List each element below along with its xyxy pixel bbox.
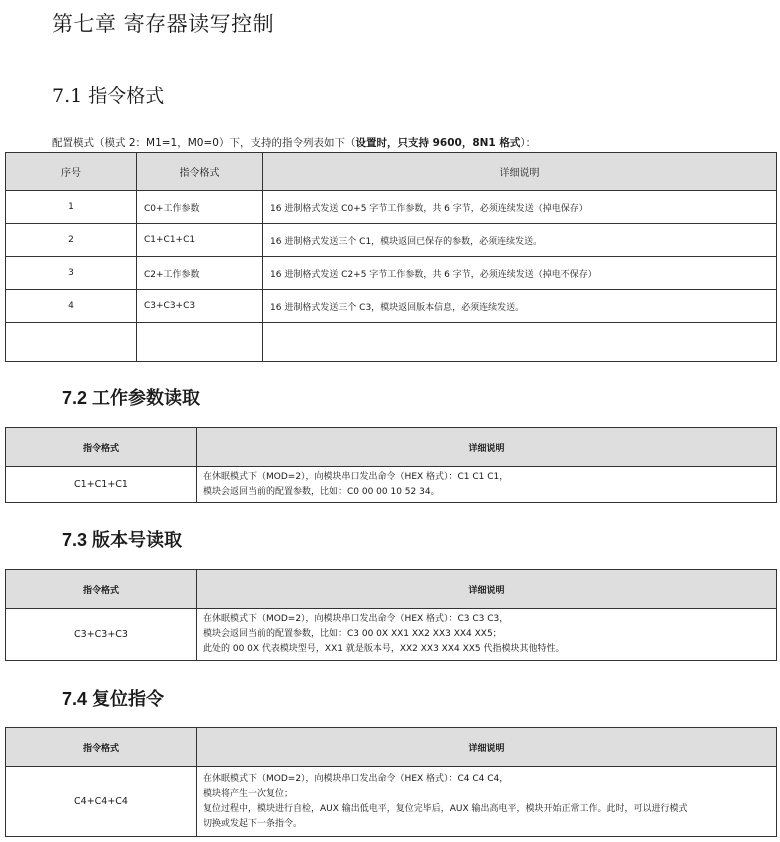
header-command: 指令格式 <box>6 728 197 767</box>
desc-line: 模块将产生一次复位； <box>203 788 294 799</box>
section-7-3-title: 7.3 版本号读取 <box>62 530 183 550</box>
table-header-row <box>6 728 777 767</box>
row-description: 16 进制格式发送三个 C3，模块返回版本信息，必须连续发送。 <box>263 290 777 323</box>
desc-line: 在休眠模式下（MOD=2），向模块串口发出命令（HEX 格式）：C4 C4 C4， <box>203 773 509 784</box>
desc-line: 模块会返回当前的配置参数，比如：C3 00 0X XX1 XX2 XX3 XX4 XX5； <box>203 629 502 639</box>
row-command: C2+工作参数 <box>137 257 263 290</box>
empty-cell <box>6 323 137 362</box>
desc-line: 模块会返回当前的配置参数，比如：C0 00 00 10 52 34。 <box>203 486 440 497</box>
desc-line: 复位过程中，模块进行自检，AUX 输出低电平，复位完毕后，AUX 输出高电平，模块开始正常工作。此时，可以进行模式 <box>203 803 688 814</box>
intro-text: 配置模式（模式 2：M1=1，M0=0）下，支持的指令列表如下（ <box>52 137 356 149</box>
table-row <box>6 609 777 661</box>
chapter-title: 第七章 寄存器读写控制 <box>52 12 275 36</box>
table-header-row <box>6 428 777 467</box>
table-row <box>6 191 777 224</box>
header-description: 详细说明 <box>197 570 777 609</box>
header-index: 序号 <box>6 153 137 191</box>
row-index: 1 <box>6 191 137 224</box>
table-row <box>6 257 777 290</box>
table-row <box>6 224 777 257</box>
row-command: C3+C3+C3 <box>6 609 197 661</box>
desc-line: 此处的 00 0X 代表模块型号，XX1 就是版本号，XX2 XX3 XX4 XX5 代指模块其他特性。 <box>203 644 565 654</box>
section-7-1-intro <box>52 135 536 150</box>
command-list-table <box>5 152 777 362</box>
empty-cell <box>263 323 777 362</box>
row-index: 2 <box>6 224 137 257</box>
table-row-empty <box>6 323 777 362</box>
header-description: 详细说明 <box>263 153 777 191</box>
table-row <box>6 290 777 323</box>
empty-cell <box>137 323 263 362</box>
row-index: 3 <box>6 257 137 290</box>
header-command: 指令格式 <box>137 153 263 191</box>
row-description: 16 进制格式发送 C0+5 字节工作参数，共 6 字节，必须连续发送（掉电保存） <box>263 191 777 224</box>
row-description: 16 进制格式发送三个 C1，模块返回已保存的参数，必须连续发送。 <box>263 224 777 257</box>
row-description <box>197 467 777 503</box>
param-read-table <box>5 427 777 503</box>
row-command: C1+C1+C1 <box>6 467 197 503</box>
table-row <box>6 767 777 837</box>
header-description: 详细说明 <box>197 428 777 467</box>
desc-line: 在休眠模式下（MOD=2），向模块串口发出命令（HEX 格式）：C3 C3 C3， <box>203 614 509 624</box>
table-header-row <box>6 153 777 191</box>
row-command: C3+C3+C3 <box>137 290 263 323</box>
section-7-2-title: 7.2 工作参数读取 <box>62 388 201 408</box>
row-description: 16 进制格式发送 C2+5 字节工作参数，共 6 字节，必须连续发送（掉电不保存） <box>263 257 777 290</box>
table-row <box>6 467 777 503</box>
row-description <box>197 609 777 661</box>
row-description <box>197 767 777 837</box>
row-command: C1+C1+C1 <box>137 224 263 257</box>
section-7-4-title: 7.4 复位指令 <box>62 689 165 709</box>
header-command: 指令格式 <box>6 570 197 609</box>
desc-line: 切换或发起下一条指令。 <box>203 818 303 829</box>
reset-command-table <box>5 727 777 837</box>
intro-end-text: ）： <box>520 137 537 149</box>
header-description: 详细说明 <box>197 728 777 767</box>
header-command: 指令格式 <box>6 428 197 467</box>
desc-line: 在休眠模式下（MOD=2），向模块串口发出命令（HEX 格式）：C1 C1 C1， <box>203 471 509 482</box>
section-7-1-title: 7.1 指令格式 <box>52 85 165 107</box>
table-header-row <box>6 570 777 609</box>
row-command: C0+工作参数 <box>137 191 263 224</box>
row-command: C4+C4+C4 <box>6 767 197 837</box>
intro-bold-text: 设置时，只支持 9600，8N1 格式 <box>355 137 521 149</box>
version-read-table <box>5 569 777 661</box>
row-index: 4 <box>6 290 137 323</box>
